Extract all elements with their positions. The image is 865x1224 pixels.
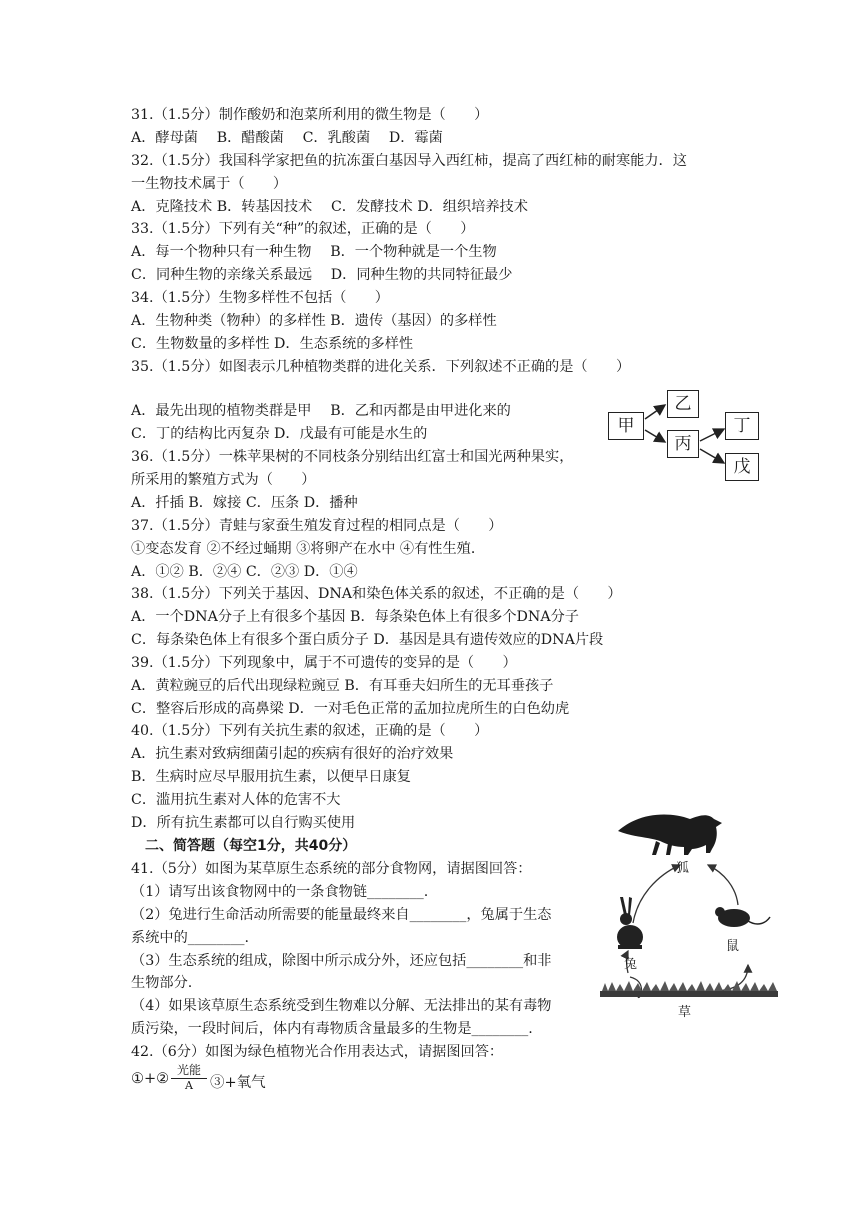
equation-reactants: ①+② [131, 1071, 170, 1087]
food-web-figure [598, 805, 783, 1020]
q40-option-c: C．滥用抗生素对人体的危害不大 [131, 792, 341, 808]
q35-options-cd: C．丁的结构比丙复杂 D．戊最有可能是水生的 [131, 426, 428, 442]
equation-arrow [171, 1063, 207, 1093]
label-grass: 草 [678, 1005, 692, 1020]
q42-stem: 42.（6分）如图为绿色植物光合作用表达式，请据图回答： [131, 1044, 504, 1060]
q39-options-cd: C．整容后形成的高鼻梁 D．一对毛色正常的孟加拉虎所生的白色幼虎 [131, 701, 570, 717]
label-rabbit: 兔 [624, 957, 638, 972]
node-bing: 丙 [667, 430, 699, 458]
q33-options-cd: C．同种生物的亲缘关系最远 D．同种生物的共同特征最少 [131, 267, 513, 283]
q32-stem: 32.（1.5分）我国科学家把鱼的抗冻蛋白基因导入西红柿，提高了西红柿的耐寒能力．这 [131, 153, 687, 169]
q37-items: ①变态发育 ②不经过蛹期 ③将卵产在水中 ④有性生殖． [131, 541, 486, 557]
q32-options: A．克隆技术 B．转基因技术 C．发酵技术 D．组织培养技术 [131, 199, 528, 215]
q37-options: A．①② B．②④ C．②③ D．①④ [131, 564, 358, 580]
q38-options-ab: A．一个DNA分子上有很多个基因 B．每条染色体上有很多个DNA分子 [131, 609, 579, 625]
evolution-diagram [600, 385, 770, 485]
mouse-icon [715, 907, 770, 927]
q41-part2: （2）兔进行生命活动所需要的能量最终来自________，兔属于生态 [131, 907, 552, 923]
q41-part4: （4）如果该草原生态系统受到生物难以分解、无法排出的某有毒物 [131, 998, 552, 1014]
equation-products: ③+氧气 [210, 1075, 266, 1091]
label-mouse: 鼠 [726, 939, 740, 954]
node-ding: 丁 [725, 412, 759, 440]
q36-stem-cont: 所采用的繁殖方式为（ ） [131, 472, 316, 488]
q41-stem: 41.（5分）如图为某草原生态系统的部分食物网，请据图回答： [131, 861, 532, 877]
q36-stem: 36.（1.5分）一株苹果树的不同枝条分别结出红富士和国光两种果实， [131, 449, 574, 465]
q31-options: A．酵母菌 B．醋酸菌 C．乳酸菌 D．霉菌 [131, 130, 443, 146]
q39-stem: 39.（1.5分）下列现象中，属于不可遗传的变异的是（ ） [131, 655, 517, 671]
q33-options-ab: A．每一个物种只有一种生物 B．一个物种就是一个生物 [131, 244, 497, 260]
node-yi: 乙 [667, 390, 699, 418]
q37-stem: 37.（1.5分）青蛙与家蚕生殖发育过程的相同点是（ ） [131, 518, 503, 534]
q35-stem: 35.（1.5分）如图表示几种植物类群的进化关系．下列叙述不正确的是（ ） [131, 359, 631, 375]
equation-condition-bottom: A [185, 1079, 193, 1092]
q33-stem: 33.（1.5分）下列有关“种”的叙述，正确的是（ ） [131, 221, 475, 237]
q41-part2-cont: 系统中的________. [131, 930, 250, 946]
q38-stem: 38.（1.5分）下列关于基因、DNA和染色体关系的叙述，不正确的是（ ） [131, 586, 622, 602]
q35-options-ab: A．最先出现的植物类群是甲 B．乙和丙都是由甲进化来的 [131, 403, 511, 419]
q38-options-cd: C．每条染色体上有很多个蛋白质分子 D．基因是具有遗传效应的DNA片段 [131, 632, 604, 648]
q34-options-ab: A．生物种类（物种）的多样性 B．遗传（基因）的多样性 [131, 313, 497, 329]
node-jia: 甲 [608, 412, 644, 440]
section-2-heading: 二、简答题（每空1分，共40分） [131, 838, 357, 854]
q40-option-a: A．抗生素对致病细菌引起的疾病有很好的治疗效果 [131, 746, 454, 762]
node-wu: 戊 [725, 453, 759, 481]
q40-option-b: B．生病时应尽早服用抗生素，以便早日康复 [131, 769, 411, 785]
q40-stem: 40.（1.5分）下列有关抗生素的叙述，正确的是（ ） [131, 723, 489, 739]
label-fox: 狐 [676, 861, 690, 876]
q41-part3: （3）生态系统的组成，除图中所示成分外，还应包括________和非 [131, 953, 552, 969]
q41-part1: （1）请写出该食物网中的一条食物链________. [131, 884, 429, 900]
grass-icon [600, 981, 778, 997]
q34-options-cd: C．生物数量的多样性 D．生态系统的多样性 [131, 336, 414, 352]
q34-stem: 34.（1.5分）生物多样性不包括（ ） [131, 290, 389, 306]
equation-condition-top: 光能 [171, 1063, 207, 1079]
q41-part3-cont: 生物部分. [131, 975, 193, 991]
q32-stem-cont: 一生物技术属于（ ） [131, 176, 288, 192]
q41-part4-cont: 质污染，一段时间后，体内有毒物质含量最多的生物是________. [131, 1021, 533, 1037]
food-web-drawing [598, 805, 783, 1020]
q36-options: A．扦插 B．嫁接 C．压条 D．播种 [131, 495, 358, 511]
q31-stem: 31.（1.5分）制作酸奶和泡菜所利用的微生物是（ ） [131, 107, 489, 123]
fox-icon [618, 815, 722, 855]
q40-option-d: D．所有抗生素都可以自行购买使用 [131, 815, 356, 831]
q39-options-ab: A．黄粒豌豆的后代出现绿粒豌豆 B．有耳垂夫妇所生的无耳垂孩子 [131, 678, 554, 694]
